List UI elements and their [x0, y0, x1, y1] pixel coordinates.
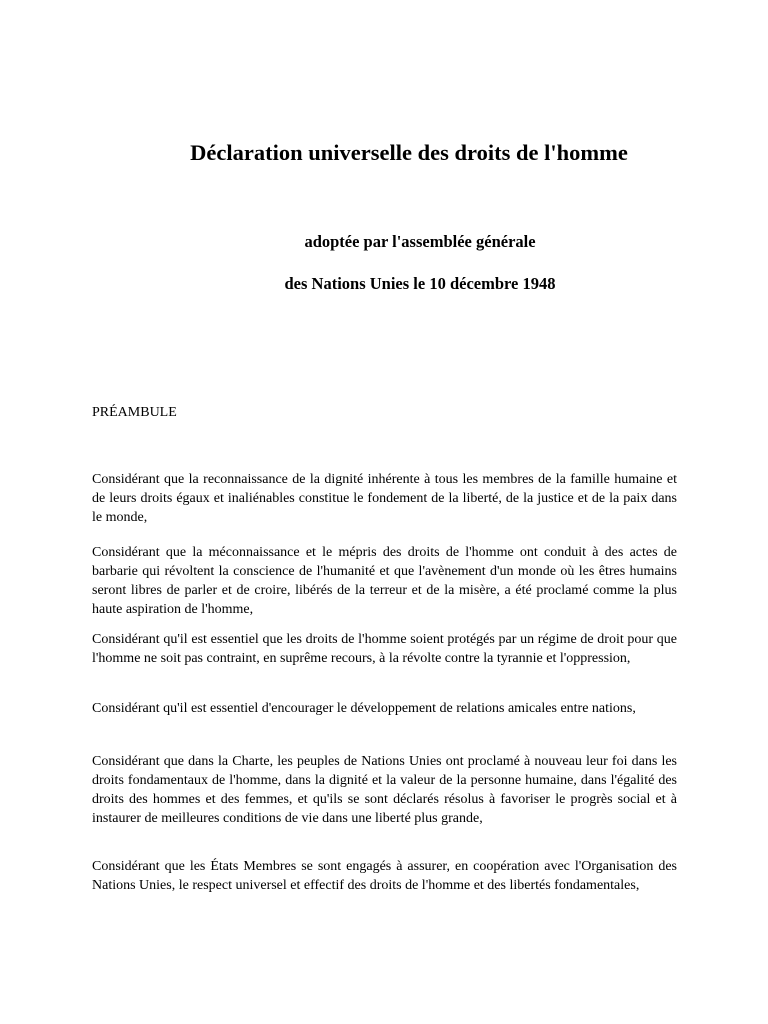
subtitle-line-1: adoptée par l'assemblée générale	[304, 232, 536, 251]
preamble-paragraph-4: Considérant qu'il est essentiel d'encourager le développement de relations amicales entre nations,	[92, 701, 636, 716]
preamble-paragraph-3: Considérant qu'il est essentiel que les droits de l'homme soient protégés par un régime de droit pour que l'homme ne soit pas contraint, en suprême recours, à la révolte contre la tyrannie et l'oppression,	[92, 632, 677, 666]
preamble-paragraph-2: Considérant que la méconnaissance et le mépris des droits de l'homme ont conduit à des actes de barbarie qui révoltent la conscience de l'humanité et que l'avènement d'un monde où les êtres humains seront libres de parler et de croire, libérés de la terreur et de la misère, a été proclamé comme la plus haute aspiration de l'homme,	[92, 545, 677, 617]
preamble-paragraph-1: Considérant que la reconnaissance de la dignité inhérente à tous les membres de la famille humaine et de leurs droits égaux et inaliénables constitue le fondement de la liberté, de la justice et de la paix dans le monde,	[92, 472, 677, 525]
document-title: Déclaration universelle des droits de l'homme	[190, 140, 628, 165]
preamble-paragraph-6: Considérant que les États Membres se sont engagés à assurer, en coopération avec l'Organisation des Nations Unies, le respect universel et effectif des droits de l'homme et des libertés fondamentales,	[92, 859, 677, 893]
section-heading: PRÉAMBULE	[92, 405, 177, 420]
subtitle-line-2: des Nations Unies le 10 décembre 1948	[284, 274, 556, 293]
preamble-paragraph-5: Considérant que dans la Charte, les peuples de Nations Unies ont proclamé à nouveau leur foi dans les droits fondamentaux de l'homme, dans la dignité et la valeur de la personne humaine, dans l'égalité des droits des hommes et des femmes, et qu'ils se sont déclarés résolus à favoriser le progrès social et à instaurer de meilleures conditions de vie dans une liberté plus grande,	[92, 754, 677, 826]
